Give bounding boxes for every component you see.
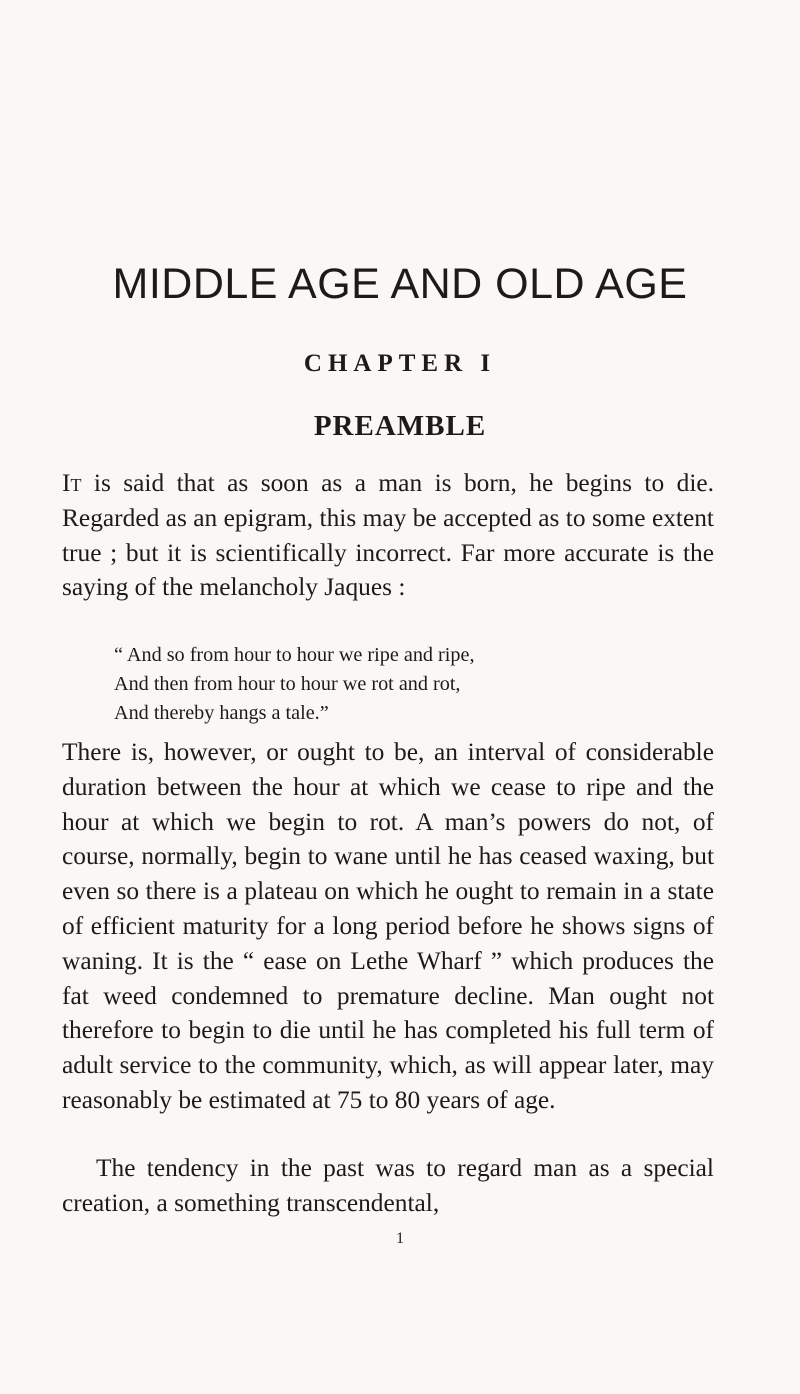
paragraph-1-text: is said that as soon as a man is born, he begins to die. Regarded as an epigram, this may be accepted as to some extent true ; but it is scientifically incorrect. Far more accurate is the saying of the melancholy Jaques : <box>62 469 714 602</box>
verse-line-1: “ And so from hour to hour we ripe and ripe, <box>114 644 475 666</box>
chapter-heading: PREAMBLE <box>313 410 487 442</box>
verse-line-3: And thereby hangs a tale.” <box>114 702 329 724</box>
paragraph-3: The tendency in the past was to regard man as a special creation, a something transcendental, <box>62 1154 714 1217</box>
paragraph-1-lead: It <box>62 469 82 497</box>
verse-line-2: And then from hour to hour we rot and rot, <box>114 673 461 695</box>
chapter-label: CHAPTER I <box>303 350 497 377</box>
verse-quotation <box>114 641 674 728</box>
paragraph-1 <box>62 466 714 605</box>
page-number: 1 <box>396 1230 404 1247</box>
paragraph-2: There is, however, or ought to be, an interval of considerable duration between the hour at which we cease to ripe and the hour at which we begin to rot. A man’s powers do not, of course, normally, begin to wane until he has ceased waxing, but even so there is a plateau on which he ought to remain in a state of efficient maturity for a long period before he shows signs of waning. It is the “ ease on Lethe Wharf ” which produces the fat weed condemned to premature decline. Man ought not therefore to begin to die until he has completed his full term of adult service to the community, which, as will appear later, may reasonably be estimated at 75 to 80 years of age. <box>62 738 714 1114</box>
book-title: MIDDLE AGE AND OLD AGE <box>112 260 688 308</box>
